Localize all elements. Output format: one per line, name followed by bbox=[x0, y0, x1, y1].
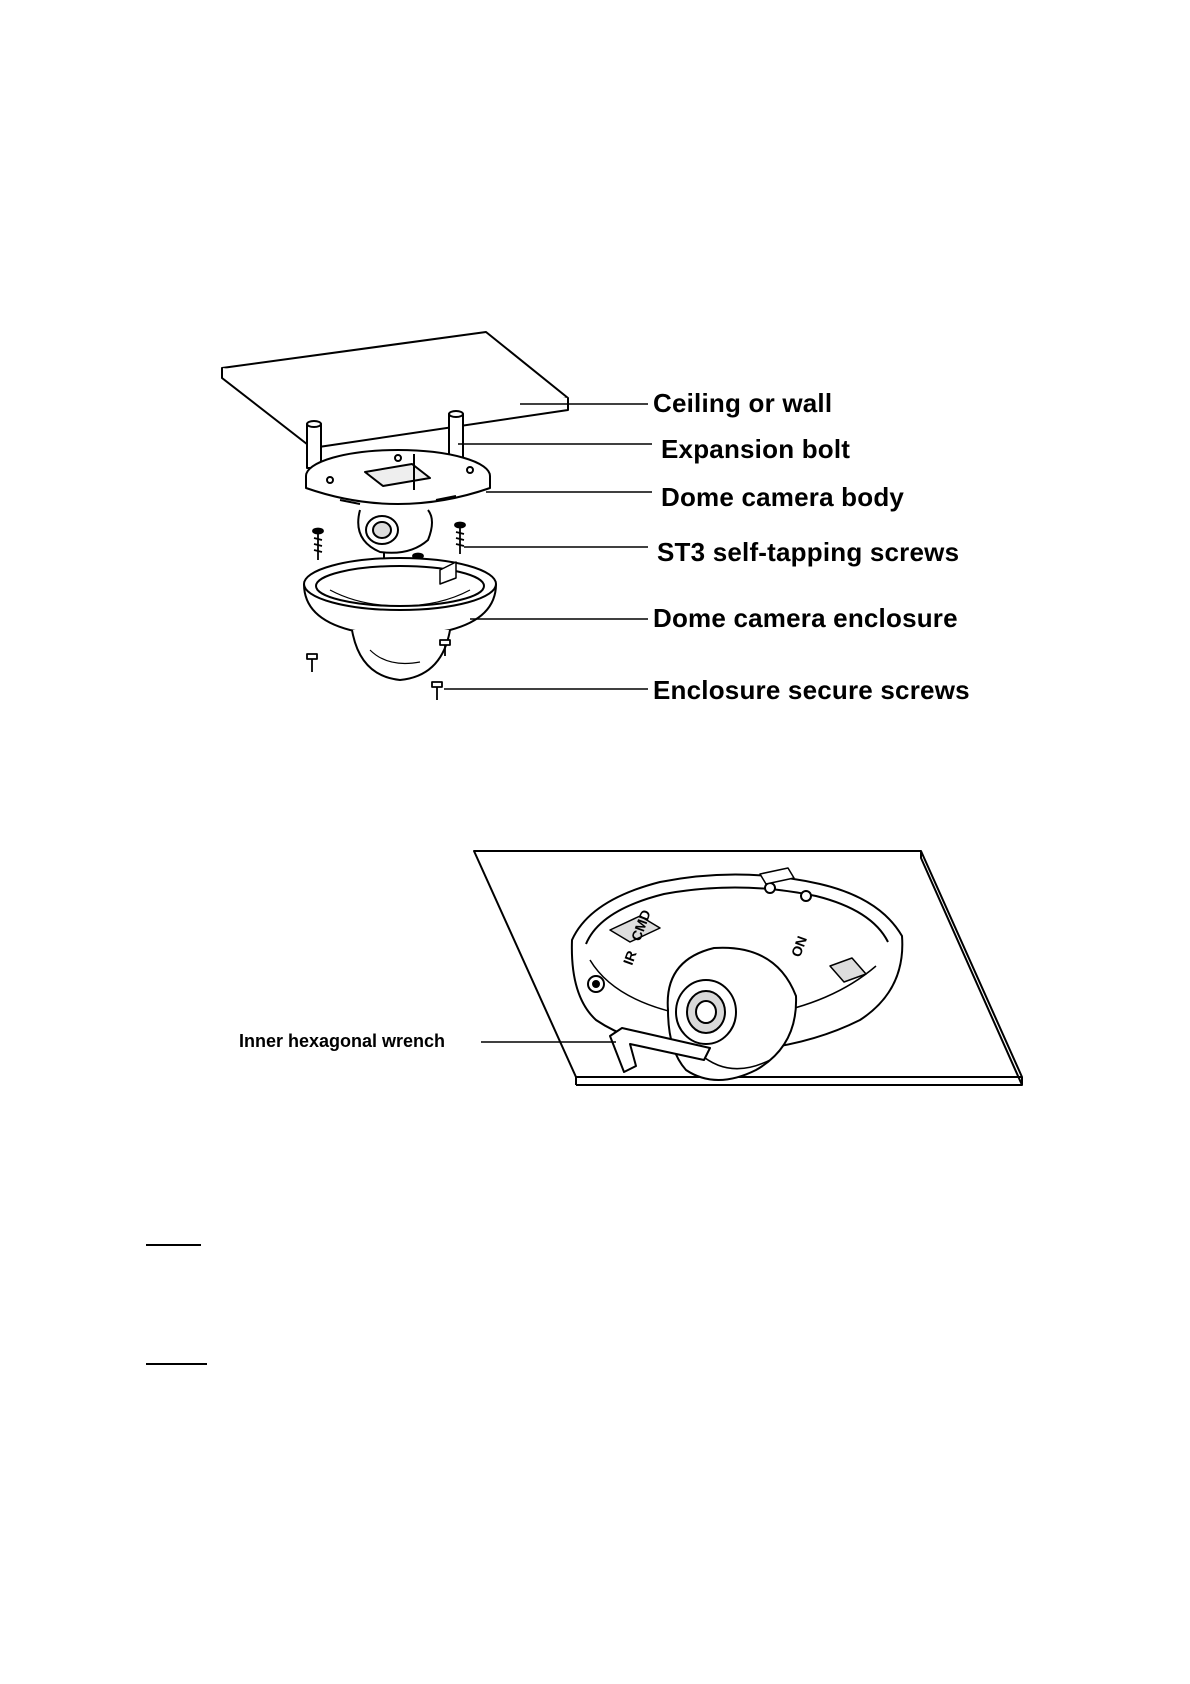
marking-ir: IR bbox=[619, 948, 640, 968]
label-dome-camera-body: Dome camera body bbox=[661, 482, 905, 512]
label-dome-camera-enclosure: Dome camera enclosure bbox=[653, 603, 958, 633]
label-st3-screws: ST3 self-tapping screws bbox=[657, 537, 960, 567]
underline-rule-2 bbox=[146, 1363, 207, 1365]
underline-rule-1 bbox=[146, 1244, 201, 1246]
label-inner-hexagonal-wrench: Inner hexagonal wrench bbox=[239, 1031, 446, 1051]
marking-on: ON bbox=[787, 933, 811, 960]
label-expansion-bolt: Expansion bolt bbox=[661, 434, 851, 464]
label-ceiling-or-wall: Ceiling or wall bbox=[653, 388, 833, 418]
label-enclosure-secure-screws: Enclosure secure screws bbox=[653, 675, 970, 705]
marking-cmd: CMD bbox=[627, 907, 654, 944]
